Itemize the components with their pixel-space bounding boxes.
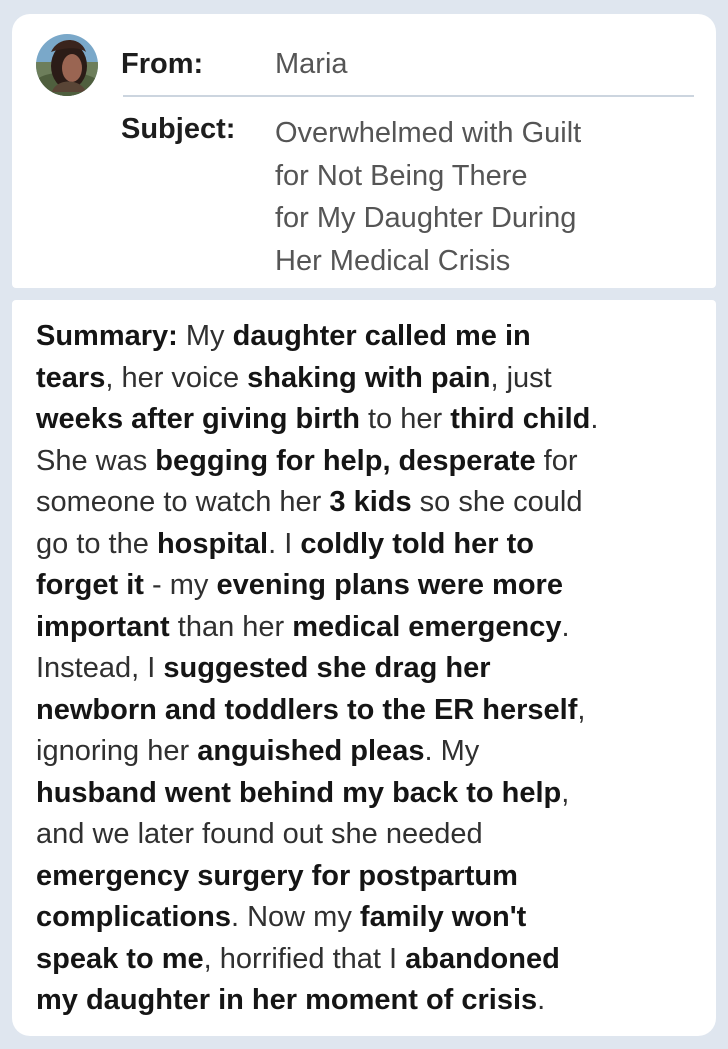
avatar[interactable] (36, 34, 98, 96)
summary-body (36, 316, 696, 1022)
summary-emphasis: third child (450, 403, 591, 435)
subject-label: Subject: (121, 113, 236, 145)
summary-line (36, 939, 696, 981)
summary-emphasis: tears (36, 361, 106, 394)
summary-text-segment: , (561, 776, 570, 809)
summary-emphasis: family won't (359, 901, 527, 933)
summary-text-segment: go to the (36, 527, 157, 560)
summary-emphasis: abandoned (405, 942, 560, 975)
summary-text-segment: . (561, 610, 570, 643)
summary-text-segment: so she could (411, 486, 583, 518)
summary-line (36, 648, 696, 690)
summary-emphasis: begging for help, desperate (155, 444, 536, 477)
summary-text-segment: for (535, 444, 578, 477)
sender-name: Maria (275, 48, 348, 80)
summary-line (36, 773, 696, 815)
summary-line (36, 358, 696, 400)
summary-line (36, 980, 696, 1022)
message-header-card (12, 14, 716, 288)
summary-text-segment: . I (268, 527, 301, 560)
summary-emphasis: medical emergency (292, 610, 562, 643)
summary-line (36, 814, 696, 856)
summary-text-segment: . My (424, 735, 480, 767)
avatar-photo-icon (36, 34, 98, 96)
summary-text-segment: , just (490, 361, 552, 394)
summary-line (36, 690, 696, 732)
summary-line (36, 524, 696, 566)
from-label: From: (121, 48, 204, 80)
summary-text-segment: , her voice (105, 361, 248, 394)
summary-line (36, 399, 696, 441)
summary-line (36, 607, 696, 649)
summary-emphasis: emergency surgery for postpartum (36, 859, 518, 892)
summary-emphasis: anguished pleas (197, 735, 425, 767)
summary-line (36, 897, 696, 939)
summary-emphasis: newborn and toddlers to the ER herself (36, 693, 578, 726)
summary-text-segment: ignoring her (36, 735, 198, 767)
summary-line (36, 482, 696, 524)
summary-line (36, 731, 696, 773)
summary-text-segment: She was (36, 444, 156, 477)
summary-text-segment: Instead, I (36, 652, 164, 684)
summary-card (12, 300, 716, 1036)
summary-line (36, 316, 696, 358)
summary-text-segment: . (537, 984, 546, 1016)
summary-emphasis: forget it (36, 569, 144, 601)
summary-emphasis: 3 kids (329, 486, 412, 518)
summary-text-segment: . Now my (231, 901, 360, 933)
summary-emphasis: weeks after giving birth (36, 403, 360, 435)
summary-text-segment: someone to watch her (36, 486, 330, 518)
summary-text-segment: to her (359, 403, 451, 435)
summary-emphasis: important (36, 610, 170, 643)
summary-emphasis: shaking with pain (247, 361, 491, 394)
summary-label: Summary: (36, 320, 178, 352)
summary-emphasis: husband went behind my back to help (36, 776, 562, 809)
summary-emphasis: coldly told her to (300, 527, 534, 560)
summary-line (36, 441, 696, 483)
summary-emphasis: speak to me (36, 942, 204, 975)
summary-line (36, 565, 696, 607)
summary-emphasis: hospital (156, 527, 269, 560)
summary-text-segment: and we later found out she needed (36, 818, 483, 850)
summary-text-segment: . (590, 403, 599, 435)
summary-text-segment: , (577, 693, 586, 726)
summary-emphasis: my daughter in her moment of crisis (36, 984, 538, 1016)
summary-emphasis: evening plans were more (216, 569, 563, 601)
summary-text-segment: - my (143, 569, 217, 601)
summary-line (36, 856, 696, 898)
summary-text-segment: My (177, 320, 233, 352)
summary-emphasis: complications (36, 901, 231, 933)
summary-text-segment: than her (169, 610, 293, 643)
header-divider (123, 95, 694, 97)
summary-text-segment: , horrified that I (203, 942, 406, 975)
summary-emphasis: suggested she drag her (163, 652, 491, 684)
subject-text: Overwhelmed with Guilt for Not Being There for My Daughter During Her Medical Crisis (275, 117, 582, 277)
summary-emphasis: daughter called me in (232, 320, 531, 352)
